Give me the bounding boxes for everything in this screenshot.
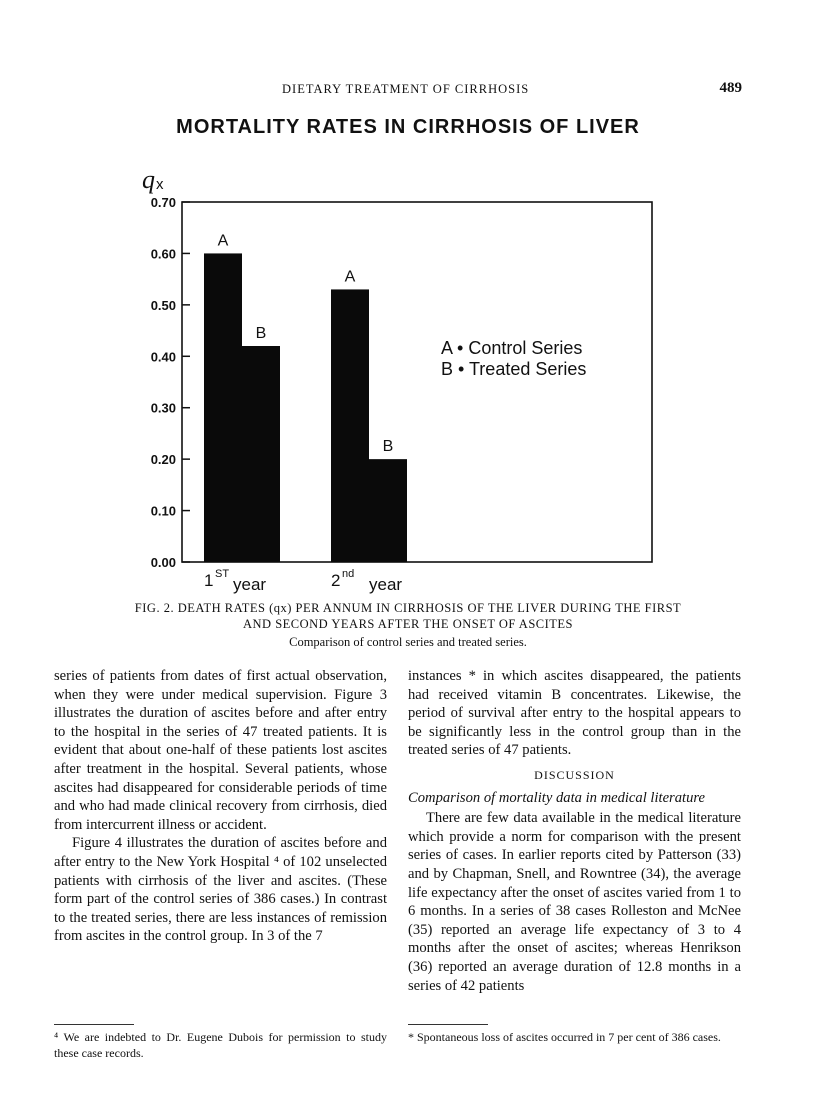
bar-a (331, 289, 369, 562)
bar-label: A (217, 232, 229, 250)
bar-label: B (255, 325, 267, 342)
paragraph: series of patients from dates of first actual observation, when they were under medical supervision. Figure 3 illustrates the duration of ascites before and after entry to the hospital in the series of 47 treated patients. It is evident that about one-half of these patients lost ascites after treatment in the hospital. Several patients, whose ascites had disappeared for considerable periods of time and who had made clinical recovery from cirrhosis, died from intercurrent illness or accident. (54, 668, 387, 833)
category-number: 2 (331, 571, 341, 590)
bar-a (204, 253, 242, 562)
y-tick-label: 0.20 (150, 452, 176, 468)
mortality-bar-chart (0, 160, 816, 600)
y-tick-label: 0.70 (150, 195, 176, 210)
legend-entry: B • Treated Series (441, 359, 587, 379)
paragraph: There are few data available in the medical literature which provide a norm for comparison with the present series of cases. In earlier reports cited by Patterson (33) and by Chapman, Snell, and Rowntree (34), the average life expectancy after the onset of ascites varied from 1 to 6 months. In a series of 38 cases Rolleston and McNee (35) reported an average life expectancy of 3 to 4 months after the onset of ascites; whereas Henrikson (36) reported an average duration of 12.8 months in a series of 42 patients (408, 810, 741, 994)
y-axis-label: q (142, 165, 155, 194)
category-word: year (369, 575, 403, 594)
y-tick-label: 0.60 (150, 246, 176, 262)
bar-label: B (382, 438, 394, 456)
chart-title: MORTALITY RATES IN CIRRHOSIS OF LIVER (176, 116, 640, 138)
footnote-left: ⁴ We are indebted to Dr. Eugene Dubois for permission to study these case records. (54, 1030, 387, 1060)
y-axis-label-subscript: x (156, 176, 164, 193)
discussion-heading: DISCUSSION (534, 767, 615, 782)
footnote-right: * Spontaneous loss of ascites occurred in 7 per cent of 386 cases. (408, 1030, 721, 1044)
page-number: 489 (719, 80, 742, 96)
paragraph: Figure 4 illustrates the duration of ascites before and after entry to the New York Hospital ⁴ of 102 unselected patients with cirrhosis of the liver and ascites. (These form part of the control series of 386 cases.) In contrast to the treated series, there are less instances of remission from ascites in the control group. In 3 of the 7 (54, 835, 387, 945)
figure-caption-line1: FIG. 2. DEATH RATES (qx) PER ANNUM IN CIRRHOSIS OF THE LIVER DURING THE FIRST (134, 601, 682, 615)
legend-entry: A • Control Series (441, 338, 583, 358)
paragraph: instances * in which ascites disappeared, the patients had received vitamin B concentrates. Likewise, the period of survival after entry to the hospital appears to be significantly less in the control group than in the treated series of 47 patients. (408, 668, 741, 759)
y-tick-label: 0.30 (150, 400, 176, 416)
category-superscript: ST (215, 568, 230, 580)
running-header (0, 82, 816, 102)
body-column-right (408, 667, 741, 995)
y-tick-label: 0.40 (150, 349, 176, 365)
running-title: DIETARY TREATMENT OF CIRRHOSIS (282, 82, 530, 96)
category-number: 1 (204, 571, 214, 590)
figure-caption-line2: AND SECOND YEARS AFTER THE ONSET OF ASCITES (243, 617, 573, 631)
y-tick-label: 0.00 (150, 555, 176, 570)
section-subheading: Comparison of mortality data in medical literature (408, 789, 705, 806)
category-word: year (233, 575, 267, 594)
footnote-rule (408, 1024, 488, 1025)
y-tick-label: 0.50 (150, 297, 176, 313)
figure-caption-line3: Comparison of control series and treated series. (289, 635, 527, 649)
footnote-rule (54, 1024, 134, 1025)
y-tick-label: 0.10 (150, 503, 176, 519)
bar-b (369, 459, 407, 562)
bar-label: A (344, 268, 356, 286)
category-superscript: nd (342, 568, 355, 580)
body-column-left (54, 667, 387, 946)
bar-b (242, 346, 280, 562)
